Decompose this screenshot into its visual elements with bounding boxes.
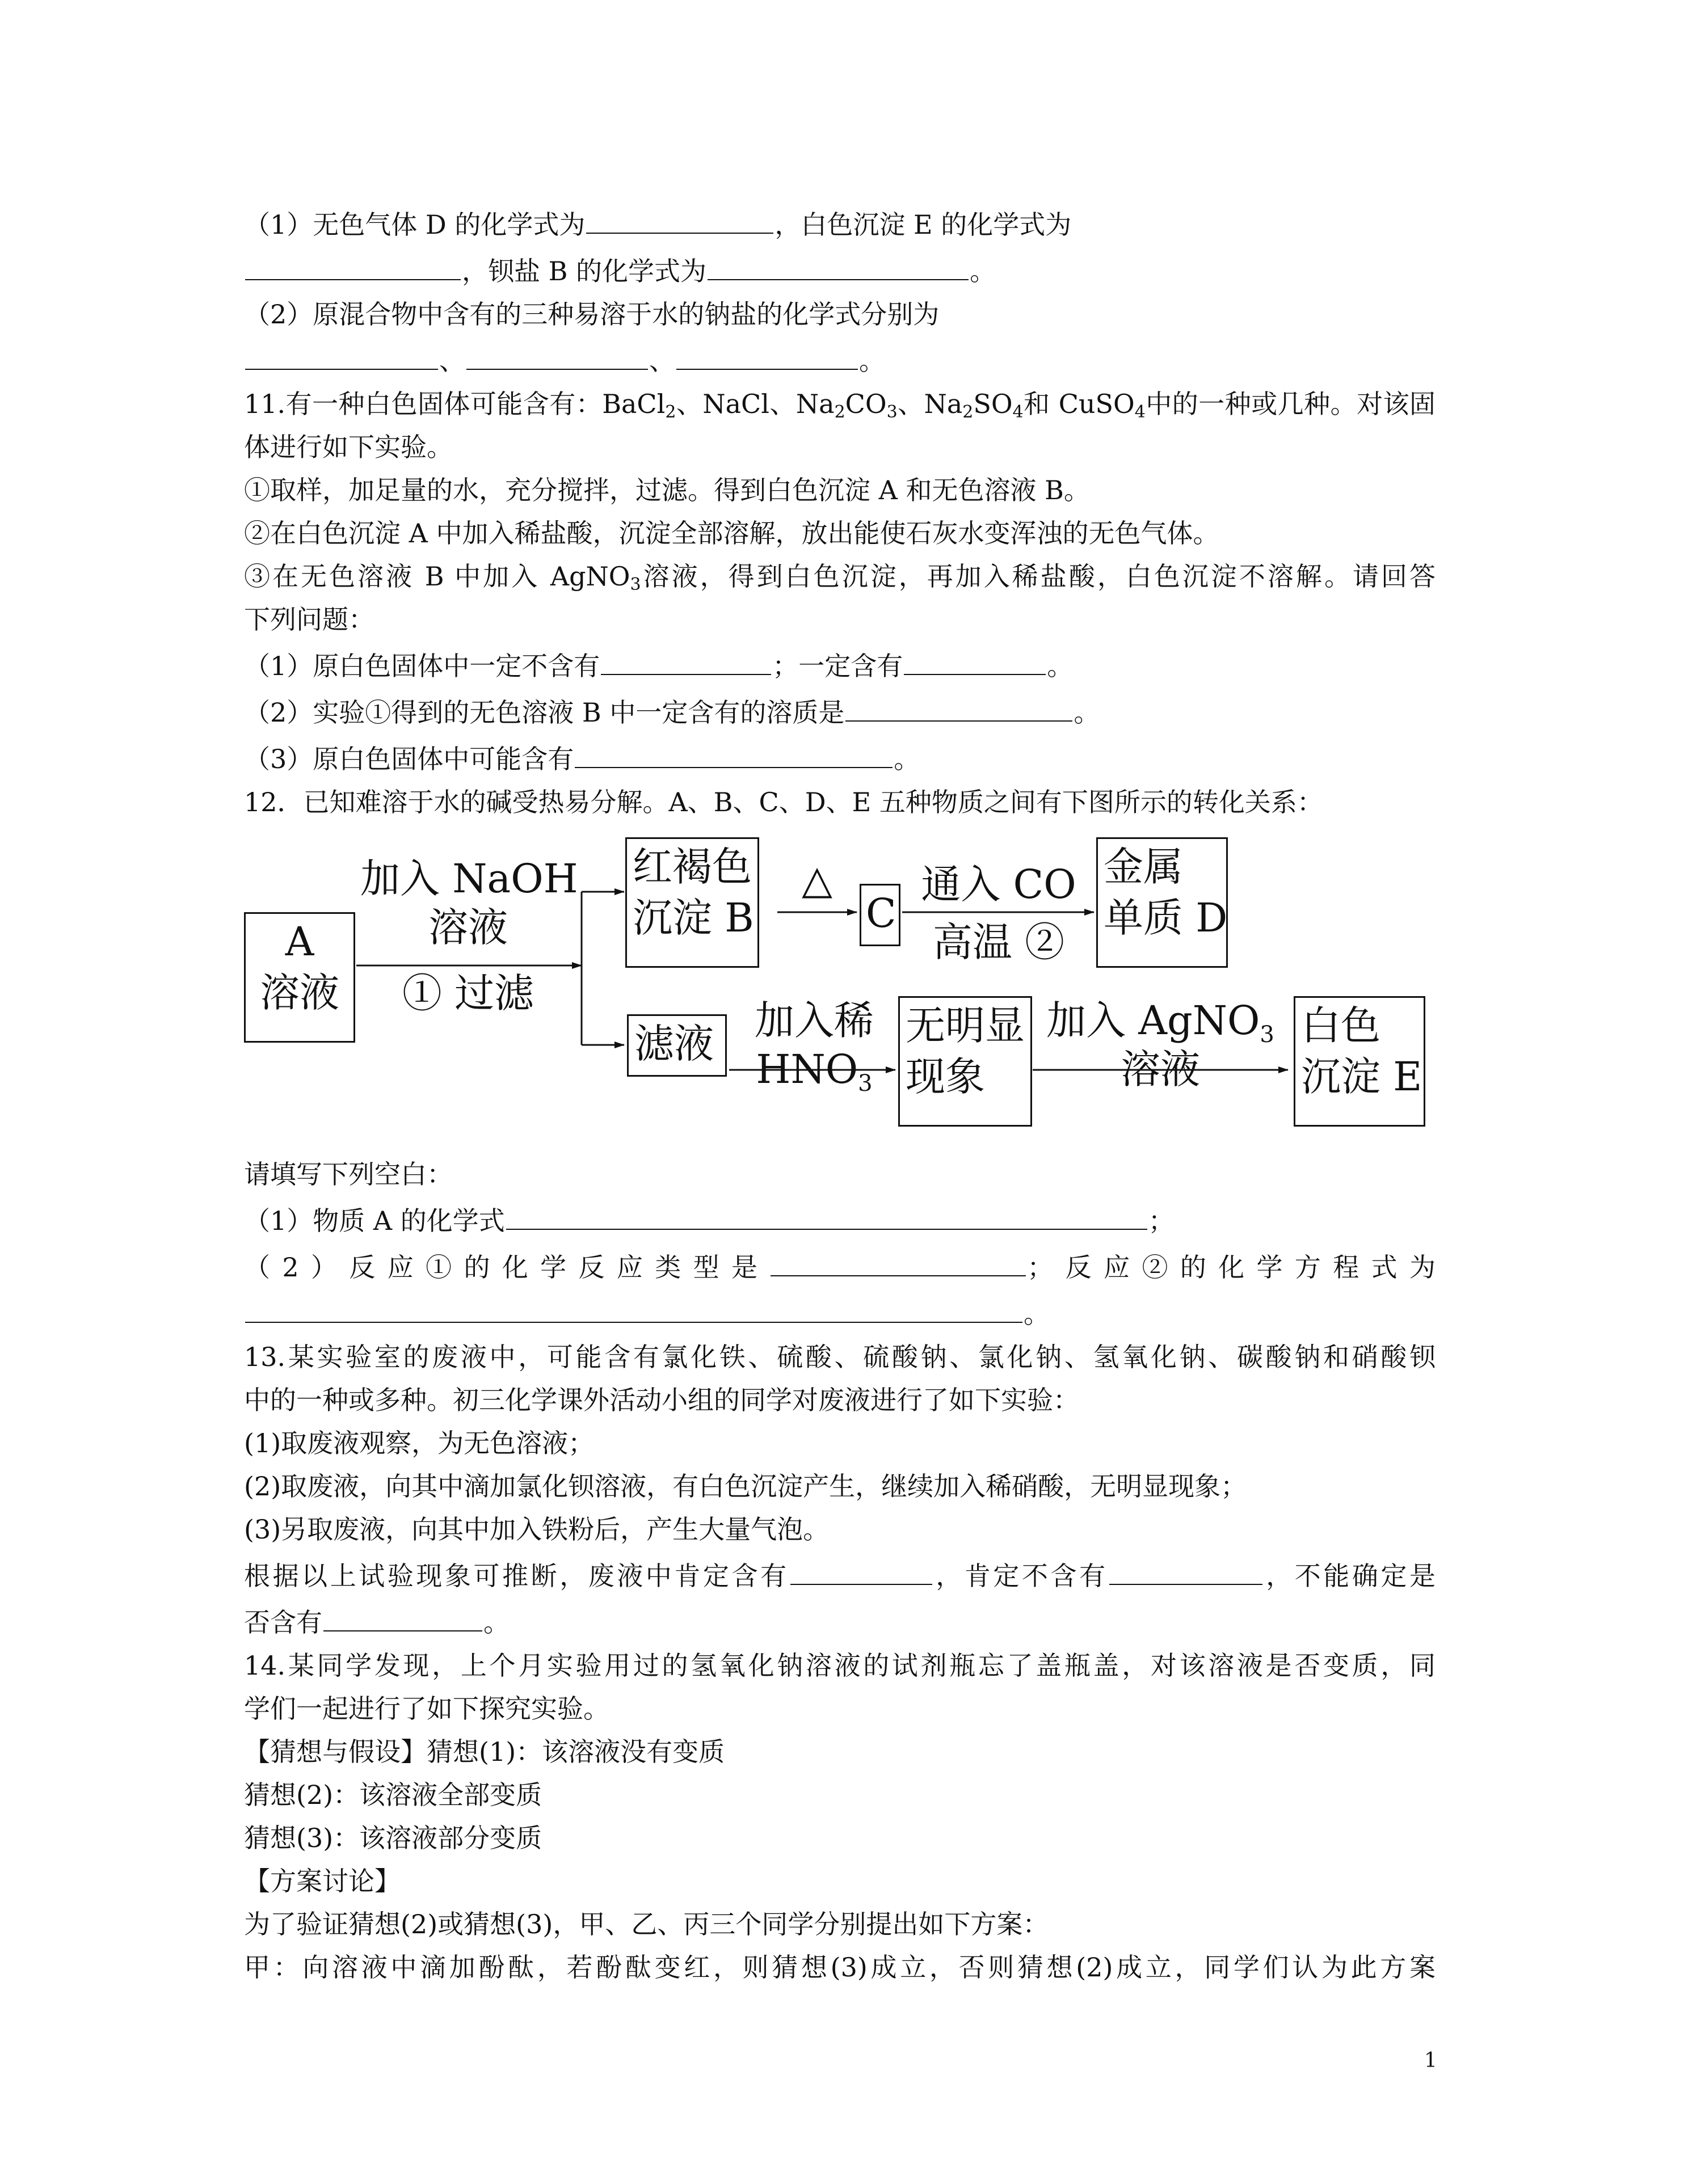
answer-blank[interactable] xyxy=(676,336,858,370)
text: （1）无色气体 D 的化学式为 xyxy=(244,209,586,240)
box-no-phenomenon xyxy=(898,996,1032,1127)
text: ③在无色溶液 B 中加入 AgNO xyxy=(244,561,630,592)
label-text: 溶液 xyxy=(1121,1046,1200,1093)
box-d-metal xyxy=(1096,837,1228,968)
text: （2）原混合物中含有的三种易溶于水的钠盐的化学式分别为 xyxy=(244,299,940,330)
answer-blank[interactable] xyxy=(323,1597,482,1631)
q11-answer1 xyxy=(244,641,1436,688)
label-text: 溶液 xyxy=(428,904,508,951)
text: 、NaCl、Na xyxy=(676,389,835,419)
answer-blank[interactable] xyxy=(790,1551,932,1585)
q11-step3-line2: 下列问题： xyxy=(244,604,374,635)
subscript: 3 xyxy=(1260,1022,1274,1048)
reaction-flow-diagram xyxy=(244,827,1436,1145)
answer-blank[interactable] xyxy=(771,1242,1026,1276)
answer-blank[interactable] xyxy=(245,246,461,280)
q13-stem-line2: 中的一种或多种。初三化学课外活动小组的同学对废液进行了如下实验： xyxy=(244,1385,1079,1415)
q13-step1: (1)取废液观察，为无色溶液； xyxy=(244,1428,595,1458)
text: 、Na xyxy=(897,389,963,419)
q12-fill-intro: 请填写下列空白： xyxy=(244,1159,453,1190)
answer-blank[interactable] xyxy=(575,734,893,768)
q14-hypothesis-2: 猜想(2)：该溶液全部变质 xyxy=(244,1780,542,1810)
q10-part2-line1 xyxy=(244,293,1436,336)
text: 溶液，得到白色沉淀，再加入稀盐酸，白色沉淀不溶解。请回答 xyxy=(641,561,1436,592)
text: 否含有 xyxy=(244,1607,322,1638)
label-text xyxy=(738,1045,891,1097)
text: SO xyxy=(973,389,1013,419)
box-a-solution xyxy=(244,912,355,1043)
box-text: 金属 xyxy=(1104,844,1183,890)
answer-blank[interactable] xyxy=(601,641,771,675)
box-text: 现象 xyxy=(906,1053,985,1100)
subscript: 2 xyxy=(834,402,845,422)
box-text: 溶液 xyxy=(260,969,339,1016)
answer-blank[interactable] xyxy=(466,336,648,370)
text: 加入 AgNO xyxy=(1046,997,1260,1044)
answer-blank[interactable] xyxy=(904,641,1046,675)
box-text: 无明显 xyxy=(906,1002,1025,1049)
answer-blank[interactable] xyxy=(586,200,773,234)
text: （1）原白色固体中一定不含有 xyxy=(244,651,600,681)
text: （2）实验①得到的无色溶液 B 中一定含有的溶质是 xyxy=(244,697,845,728)
subscript: 2 xyxy=(665,402,676,422)
answer-blank[interactable] xyxy=(245,336,438,370)
box-text: 滤液 xyxy=(634,1021,714,1067)
q11-answer2 xyxy=(244,688,1436,734)
q11-step1: ①取样，加足量的水，充分搅拌，过滤。得到白色沉淀 A 和无色溶液 B。 xyxy=(244,475,1090,505)
label-text: 加入稀 xyxy=(755,997,874,1044)
subscript: 4 xyxy=(1012,402,1024,422)
text: CO xyxy=(845,389,887,419)
text: ，钡盐 B 的化学式为 xyxy=(462,256,707,286)
text: ，肯定不含有 xyxy=(933,1561,1108,1591)
label-arrow5-top xyxy=(1038,996,1282,1094)
box-text: 白色 xyxy=(1301,1002,1380,1049)
text: 。 xyxy=(1024,1298,1050,1329)
subscript: 3 xyxy=(630,575,641,595)
text: （3）原白色固体中可能含有 xyxy=(244,744,574,774)
q14-discussion-intro: 为了验证猜想(2)或猜想(3)，甲、乙、丙三个同学分别提出如下方案： xyxy=(244,1909,1049,1940)
q11-step3-line1 xyxy=(244,555,1436,598)
label-arrow4-top xyxy=(738,996,891,1097)
q10-part1-line1 xyxy=(244,200,1436,246)
box-text: 沉淀 E xyxy=(1301,1053,1422,1100)
text: 。 xyxy=(1074,697,1100,728)
q10-part1-line2 xyxy=(244,246,1436,293)
text: 中的一种或几种。对该固 xyxy=(1145,389,1436,419)
q13-stem-line1: 13.某实验室的废液中，可能含有氯化铁、硫酸、硫酸钠、氯化钠、氢氧化钠、碳酸钠和硝酸钡 xyxy=(244,1342,1436,1372)
text: 。 xyxy=(894,744,920,774)
q14-plan-a: 甲：向溶液中滴加酚酞，若酚酞变红，则猜想(3)成立，否则猜想(2)成立，同学们认为此方案 xyxy=(244,1952,1436,1983)
text: 。 xyxy=(1047,651,1074,681)
text: 。 xyxy=(483,1607,510,1638)
subscript: 4 xyxy=(1134,402,1146,422)
answer-blank[interactable] xyxy=(708,246,969,280)
q11-stem-line2: 体进行如下实验。 xyxy=(244,432,453,462)
label-arrow1-bottom: ① 过滤 xyxy=(402,970,534,1017)
text: 根据以上试验现象可推断，废液中肯定含有 xyxy=(244,1561,789,1591)
subscript: 3 xyxy=(858,1070,873,1097)
q14-stem-line2: 学们一起进行了如下探究实验。 xyxy=(244,1693,609,1724)
subscript: 3 xyxy=(886,402,898,422)
label-text xyxy=(1038,996,1282,1048)
box-text: 沉淀 B xyxy=(633,895,754,941)
q10-part2-line2 xyxy=(244,336,1436,382)
q11-answer3 xyxy=(244,734,1436,781)
answer-blank[interactable] xyxy=(506,1196,1147,1230)
q11-step2: ②在白色沉淀 A 中加入稀盐酸，沉淀全部溶解，放出能使石灰水变浑浊的无色气体。 xyxy=(244,518,1219,549)
q12-answer2-line2 xyxy=(244,1289,1436,1335)
text: ，不能确定是 xyxy=(1263,1561,1436,1591)
box-filtrate xyxy=(627,1014,727,1077)
text: （1）物质 A 的化学式 xyxy=(244,1205,505,1236)
text: ；一定含有 xyxy=(772,651,903,681)
text: 11.有一种白色固体可能含有：BaCl xyxy=(244,389,666,419)
label-text: 加入 NaOH xyxy=(360,855,578,902)
q13-question-line2 xyxy=(244,1597,1436,1644)
text: ，白色沉淀 E 的化学式为 xyxy=(774,209,1072,240)
answer-blank[interactable] xyxy=(845,688,1072,722)
q13-step3: (3)另取废液，向其中加入铁粉后，产生大量气泡。 xyxy=(244,1514,830,1545)
q13-question-line1 xyxy=(244,1551,1436,1597)
q14-hypothesis-head: 【猜想与假设】猜想(1)：该溶液没有变质 xyxy=(244,1736,725,1767)
subscript: 2 xyxy=(962,402,974,422)
label-arrow1-top xyxy=(360,854,576,952)
text: 。 xyxy=(970,256,996,286)
q14-hypothesis-3: 猜想(3)：该溶液部分变质 xyxy=(244,1823,542,1853)
box-text: 单质 D xyxy=(1104,895,1228,941)
q12-answer1 xyxy=(244,1196,1436,1242)
text: 。 xyxy=(859,345,885,376)
answer-blank[interactable] xyxy=(245,1289,1022,1323)
label-arrow3-top: 通入 CO xyxy=(921,861,1076,908)
q11-stem-line1 xyxy=(244,382,1436,425)
text: HNO xyxy=(756,1046,858,1093)
heat-symbol: △ xyxy=(802,857,832,903)
answer-blank[interactable] xyxy=(1109,1551,1262,1585)
text: 、 xyxy=(439,345,465,376)
box-text: C xyxy=(866,890,896,937)
text: ；反应②的化学方程式为 xyxy=(1027,1252,1436,1283)
box-text: 红褐色 xyxy=(633,844,752,890)
page-number: 1 xyxy=(1424,2049,1437,2072)
q14-discussion-head: 【方案讨论】 xyxy=(244,1866,401,1896)
text: 和 CuSO xyxy=(1023,389,1135,419)
q14-stem-line1: 14.某同学发现，上个月实验用过的氢氧化钠溶液的试剂瓶忘了盖瓶盖，对该溶液是否变质，同 xyxy=(244,1650,1436,1681)
text: （2）反应①的化学反应类型是 xyxy=(244,1252,770,1283)
box-c xyxy=(860,884,900,946)
text: ； xyxy=(1148,1205,1175,1236)
text: 、 xyxy=(649,345,675,376)
q12-answer2-line1 xyxy=(244,1242,1436,1289)
box-e-white-precipitate xyxy=(1294,996,1425,1127)
q12-stem: 12．已知难溶于水的碱受热易分解。A、B、C、D、E 五种物质之间有下图所示的转化关系： xyxy=(244,787,1323,817)
document-body xyxy=(244,200,1436,1989)
label-arrow3-bottom: 高温 ② xyxy=(932,919,1065,965)
box-text: A xyxy=(285,918,314,965)
box-b-precipitate xyxy=(625,837,759,968)
q13-step2: (2)取废液，向其中滴加氯化钡溶液，有白色沉淀产生，继续加入稀硝酸，无明显现象； xyxy=(244,1471,1247,1502)
